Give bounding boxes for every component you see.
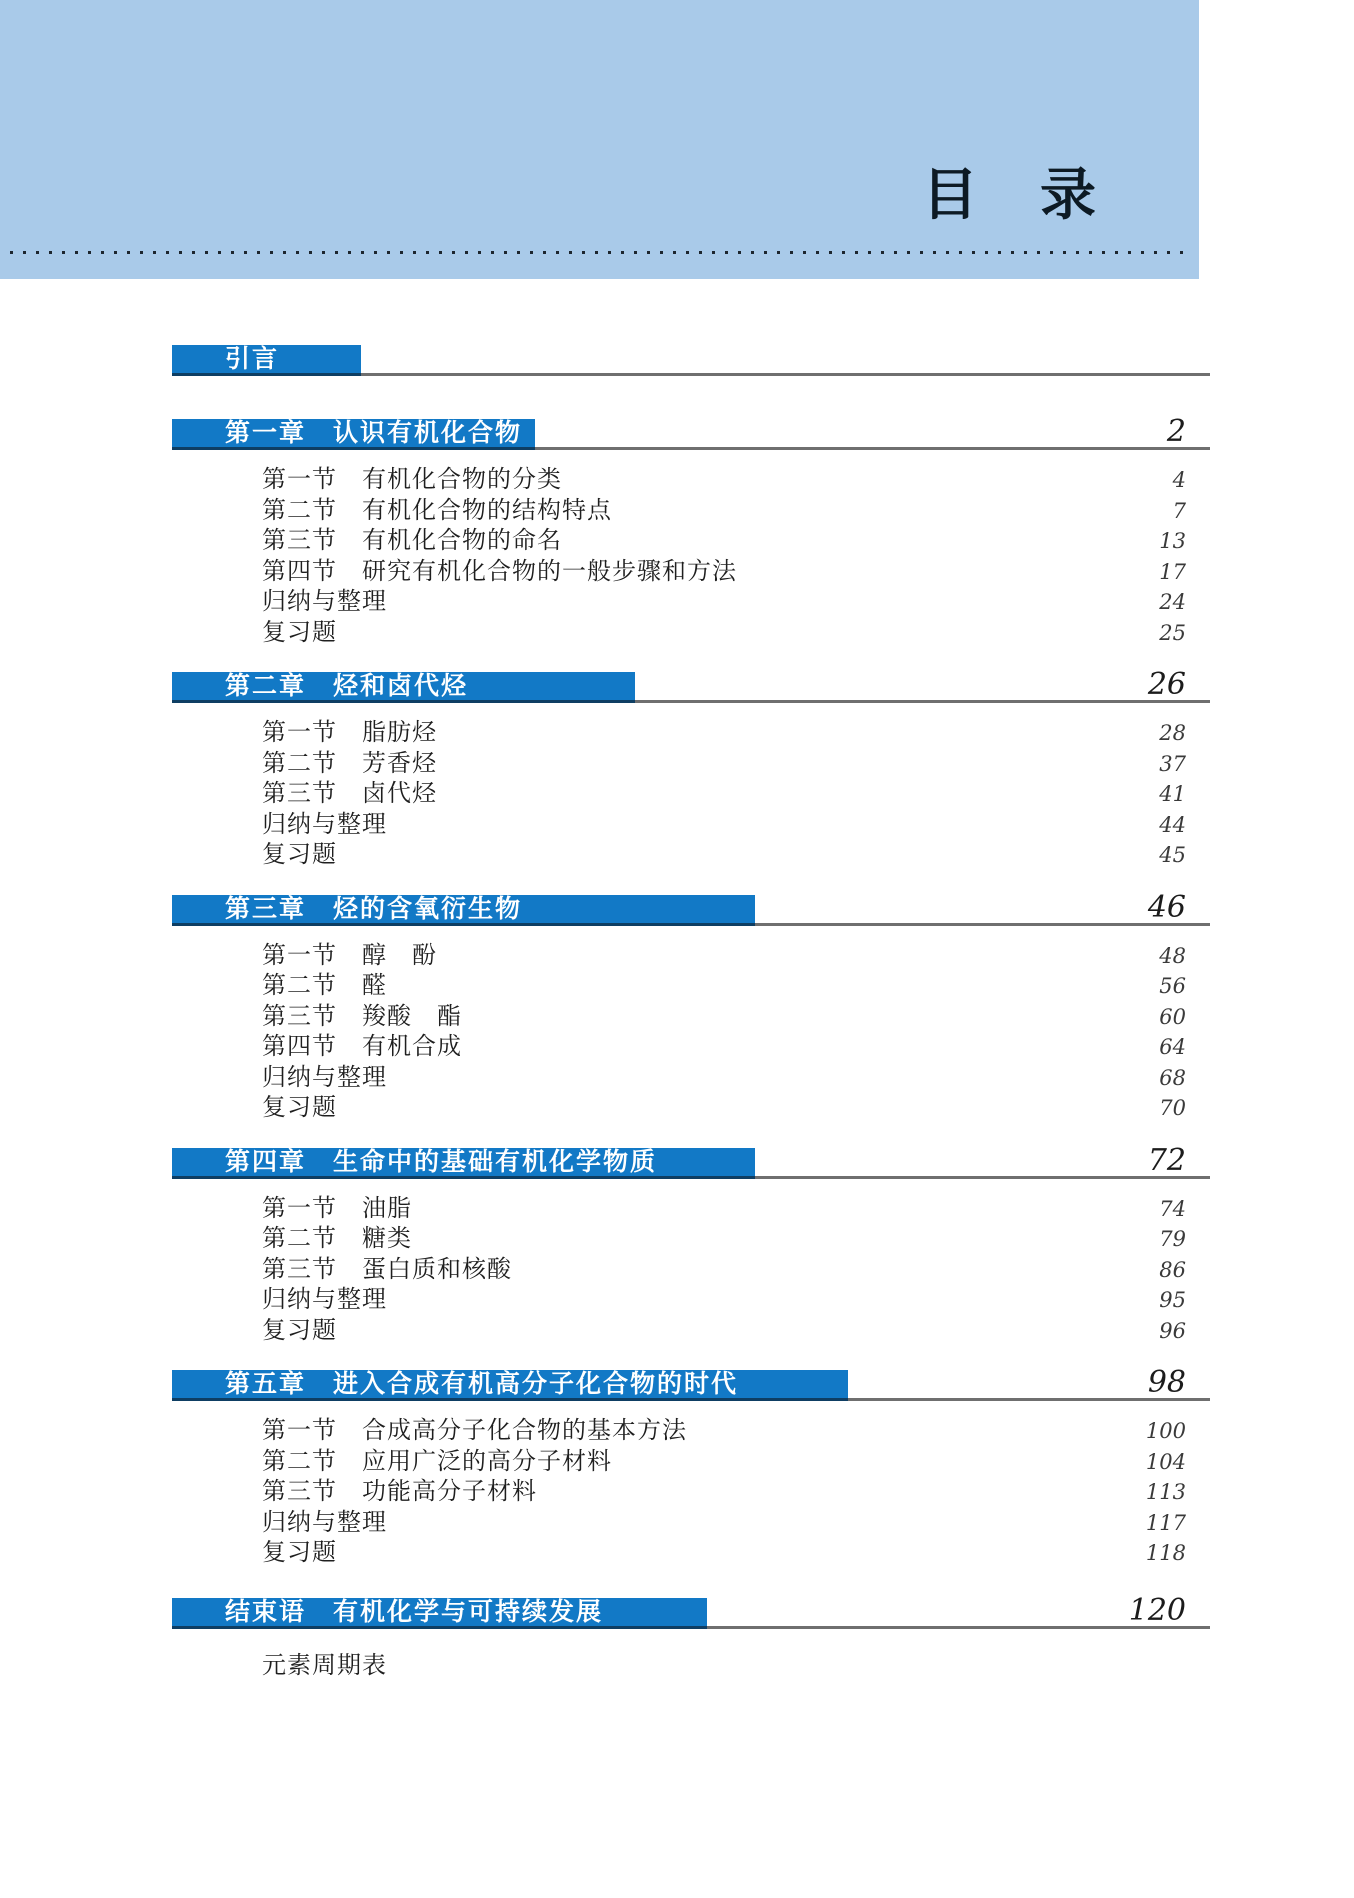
section-list xyxy=(172,718,1210,871)
section-page-number: 25 xyxy=(1159,620,1186,645)
section-page-number: 113 xyxy=(1145,1480,1186,1504)
chapter-bar xyxy=(172,895,755,926)
section-page-number: 24 xyxy=(1159,590,1186,614)
chapter-bar xyxy=(172,1148,755,1179)
section-title: 复习题 xyxy=(262,618,337,646)
chapter-bar xyxy=(172,672,635,703)
chapter-block-3 xyxy=(172,889,1210,1124)
chapter-label: 第三章 烃的含氧衍生物 xyxy=(225,894,523,923)
chapter-page-number: 26 xyxy=(1147,667,1186,702)
section-list xyxy=(172,941,1210,1124)
section-page-number: 86 xyxy=(1159,1257,1186,1282)
chapter-bar xyxy=(172,419,535,450)
chapter-page-number: 98 xyxy=(1147,1365,1186,1400)
section-title: 第二节 应用广泛的高分子材料 xyxy=(262,1447,612,1475)
chapter-page-number: 46 xyxy=(1147,889,1186,925)
section-title: 第一节 油脂 xyxy=(262,1194,412,1222)
section-page-number: 48 xyxy=(1159,943,1186,968)
intro-label: 引言 xyxy=(225,345,280,373)
section-list xyxy=(172,1416,1210,1569)
section-row xyxy=(172,941,1210,972)
section-page-number: 60 xyxy=(1159,1004,1186,1029)
section-page-number: 7 xyxy=(1172,498,1186,523)
section-title: 归纳与整理 xyxy=(262,588,387,615)
chapter-page-number: 72 xyxy=(1147,1142,1186,1178)
section-title: 复习题 xyxy=(262,1539,337,1566)
section-row xyxy=(172,810,1210,841)
section-row xyxy=(172,1224,1210,1255)
section-title: 第四节 有机合成 xyxy=(262,1033,462,1060)
section-page-number: 44 xyxy=(1159,812,1186,837)
chapter-title-row xyxy=(172,667,1210,703)
section-page-number: 17 xyxy=(1159,559,1186,584)
section-row xyxy=(172,1316,1210,1347)
section-title: 归纳与整理 xyxy=(262,1063,387,1091)
chapter-title-row xyxy=(172,1592,1210,1629)
chapter-title-row xyxy=(172,1365,1210,1401)
section-row xyxy=(172,1255,1210,1286)
section-row xyxy=(172,1002,1210,1033)
section-list xyxy=(172,465,1210,648)
section-page-number: 95 xyxy=(1159,1288,1186,1312)
section-title: 第一节 醇 酚 xyxy=(262,941,437,969)
dotted-divider xyxy=(10,251,1193,254)
section-row xyxy=(172,718,1210,749)
page-title: 目 录 xyxy=(922,165,1099,227)
section-page-number: 41 xyxy=(1159,782,1186,806)
section-page-number: 64 xyxy=(1159,1035,1186,1059)
section-page-number: 100 xyxy=(1145,1419,1186,1443)
section-row xyxy=(172,496,1210,527)
section-title: 归纳与整理 xyxy=(262,1508,387,1536)
chapter-label: 第二章 烃和卤代烃 xyxy=(225,672,469,700)
section-page-number: 70 xyxy=(1159,1096,1186,1120)
section-page-number: 37 xyxy=(1159,751,1186,776)
section-row xyxy=(172,1477,1210,1508)
section-row xyxy=(172,779,1210,810)
section-title: 第一节 脂肪烃 xyxy=(262,719,437,746)
chapter-title-row xyxy=(172,889,1210,926)
section-title: 第一节 合成高分子化合物的基本方法 xyxy=(262,1417,687,1444)
section-row xyxy=(172,840,1210,871)
chapter-block-2 xyxy=(172,667,1210,871)
chapter-bar xyxy=(172,1370,848,1401)
section-page-number: 28 xyxy=(1159,721,1186,745)
section-page-number: 96 xyxy=(1159,1318,1186,1343)
section-row xyxy=(172,465,1210,496)
section-row xyxy=(172,1508,1210,1539)
chapter-page-number: 120 xyxy=(1128,1592,1186,1628)
section-list xyxy=(172,1194,1210,1347)
chapter-title-row xyxy=(172,1142,1210,1179)
section-title: 复习题 xyxy=(262,841,337,868)
section-page-number: 4 xyxy=(1172,468,1186,492)
section-row xyxy=(172,1538,1210,1569)
chapter-page-number: 2 xyxy=(1166,414,1186,449)
section-page-number: 117 xyxy=(1145,1510,1186,1535)
section-row xyxy=(172,1063,1210,1094)
header-banner xyxy=(0,0,1199,279)
section-row xyxy=(172,1285,1210,1316)
section-title: 第四节 研究有机化合物的一般步骤和方法 xyxy=(262,557,737,585)
section-page-number: 68 xyxy=(1159,1065,1186,1090)
section-title: 归纳与整理 xyxy=(262,1286,387,1313)
section-title: 第三节 功能高分子材料 xyxy=(262,1478,537,1505)
section-page-number: 79 xyxy=(1159,1227,1186,1251)
section-row xyxy=(172,1416,1210,1447)
section-page-number: 45 xyxy=(1159,843,1186,867)
appendix-row xyxy=(172,1651,1210,1681)
chapter-label: 第五章 进入合成有机高分子化合物的时代 xyxy=(225,1370,739,1398)
section-page-number: 104 xyxy=(1145,1449,1186,1474)
section-row xyxy=(172,587,1210,618)
section-title: 第三节 有机化合物的命名 xyxy=(262,527,562,554)
section-title: 第二节 芳香烃 xyxy=(262,749,437,777)
section-title: 第二节 有机化合物的结构特点 xyxy=(262,496,612,524)
section-row xyxy=(172,749,1210,780)
toc-content xyxy=(172,345,1210,1681)
intro-bar xyxy=(172,345,361,376)
chapter-bar xyxy=(172,1598,707,1629)
section-page-number: 74 xyxy=(1159,1196,1186,1221)
section-title: 归纳与整理 xyxy=(262,810,387,838)
section-row xyxy=(172,618,1210,649)
chapter-block-4 xyxy=(172,1142,1210,1347)
intro-row xyxy=(172,345,1210,376)
chapter-block-1 xyxy=(172,414,1210,648)
section-page-number: 56 xyxy=(1159,974,1186,998)
section-row xyxy=(172,1194,1210,1225)
section-row xyxy=(172,557,1210,588)
section-title: 第二节 醛 xyxy=(262,972,387,999)
section-row xyxy=(172,1447,1210,1478)
chapter-block-5 xyxy=(172,1365,1210,1569)
section-title: 复习题 xyxy=(262,1316,337,1344)
chapter-title-row xyxy=(172,414,1210,450)
section-title: 第二节 糖类 xyxy=(262,1225,412,1252)
appendix-label: 元素周期表 xyxy=(262,1651,387,1679)
section-row xyxy=(172,526,1210,557)
section-page-number: 118 xyxy=(1145,1541,1186,1565)
section-row xyxy=(172,971,1210,1002)
chapter-label: 结束语 有机化学与可持续发展 xyxy=(225,1597,604,1626)
chapter-label: 第四章 生命中的基础有机化学物质 xyxy=(225,1147,658,1176)
chapter-label: 第一章 认识有机化合物 xyxy=(225,419,523,447)
section-title: 第一节 有机化合物的分类 xyxy=(262,466,562,493)
section-title: 第三节 羧酸 酯 xyxy=(262,1002,462,1030)
section-page-number: 13 xyxy=(1159,529,1186,553)
epilogue-block xyxy=(172,1592,1210,1629)
section-title: 第三节 蛋白质和核酸 xyxy=(262,1255,512,1283)
section-title: 第三节 卤代烃 xyxy=(262,780,437,807)
section-row xyxy=(172,1032,1210,1063)
section-title: 复习题 xyxy=(262,1094,337,1121)
section-row xyxy=(172,1093,1210,1124)
